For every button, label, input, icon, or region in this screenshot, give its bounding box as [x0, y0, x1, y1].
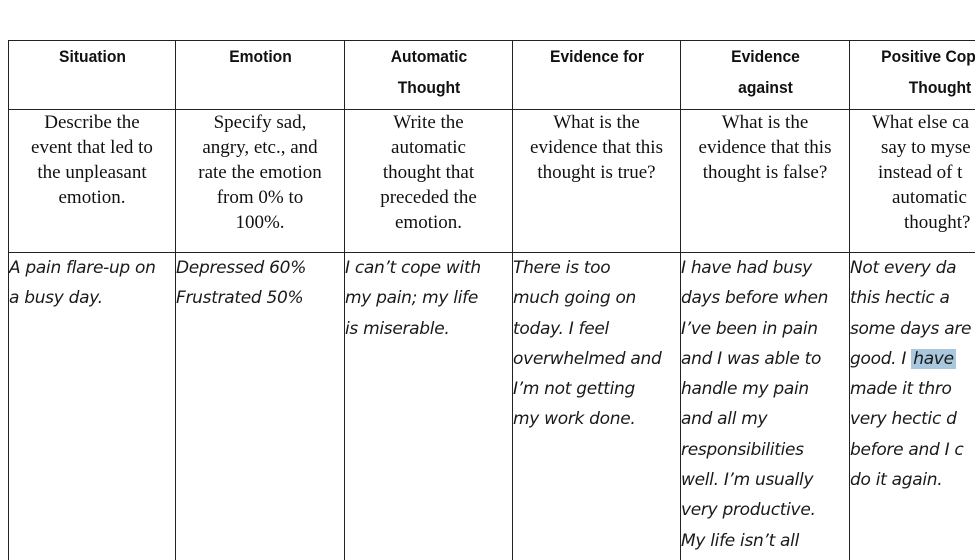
- description-situation: [9, 110, 176, 253]
- header-line: Evidence for: [549, 47, 644, 66]
- example-positive-coping: [850, 253, 975, 560]
- header-line: Thought: [397, 78, 460, 97]
- description-line: thought is true?: [537, 162, 656, 183]
- coping-text-before: Not every da this hectic a some days are good. I: [850, 258, 972, 369]
- highlighted-word: have: [913, 348, 954, 369]
- header-line: Thought: [908, 78, 971, 97]
- header-line: Positive Cop: [880, 47, 975, 66]
- description-line: 100%.: [235, 212, 285, 233]
- coping-text-after: made it thro very hectic d before and I c do it again.: [850, 379, 964, 491]
- header-line: against: [737, 78, 793, 97]
- header-line: Evidence: [730, 47, 800, 66]
- description-line: What is the: [721, 112, 809, 133]
- description-line: emotion.: [394, 212, 463, 233]
- description-evidence-for: [513, 110, 681, 253]
- example-situation: A pain flare-up on a busy day.: [9, 253, 176, 560]
- description-line: Write the: [393, 112, 464, 133]
- description-line: instead of t: [878, 162, 963, 183]
- header-line: Situation: [58, 47, 126, 66]
- description-line: evidence that this: [698, 137, 832, 158]
- description-line: evidence that this: [530, 137, 663, 158]
- description-line: Specify sad,: [213, 112, 307, 133]
- header-line: Automatic: [390, 47, 467, 66]
- description-line: thought that: [382, 162, 475, 183]
- description-line: preceded the: [380, 187, 477, 208]
- description-row: [9, 110, 975, 253]
- header-emotion: [182, 41, 337, 110]
- description-line: What else ca: [872, 112, 970, 133]
- description-automatic-thought: [345, 110, 513, 253]
- description-line: automatic: [892, 187, 967, 208]
- thought-record-table: [8, 40, 975, 560]
- example-automatic-thought: I can’t cope with my pain; my life is miserable.: [345, 253, 513, 560]
- example-row: [9, 253, 975, 560]
- header-situation: [15, 41, 169, 110]
- description-line: rate the emotion: [198, 162, 322, 183]
- description-line: from 0% to: [216, 187, 304, 208]
- description-emotion: [176, 110, 345, 253]
- description-positive-coping: [850, 110, 975, 253]
- header-positive-coping-thought: [856, 41, 975, 110]
- description-line: emotion.: [58, 187, 126, 208]
- description-line: thought is false?: [702, 162, 828, 183]
- description-line: Describe the: [44, 112, 140, 133]
- description-line: say to myse: [881, 137, 971, 158]
- description-line: event that led to: [31, 137, 153, 158]
- description-line: automatic: [391, 137, 466, 158]
- example-emotion: Depressed 60% Frustrated 50%: [176, 253, 345, 560]
- header-row: [9, 41, 975, 110]
- header-line: Emotion: [228, 47, 292, 66]
- description-line: What is the: [553, 112, 640, 133]
- header-evidence-against: [687, 41, 842, 110]
- description-line: angry, etc., and: [202, 137, 318, 158]
- description-evidence-against: [681, 110, 850, 253]
- header-evidence-for: [519, 41, 674, 110]
- header-automatic-thought: [351, 41, 506, 110]
- description-line: the unpleasant: [37, 162, 147, 183]
- example-evidence-for: There is too much going on today. I feel overwhelmed and I’m not getting my work done.: [513, 253, 681, 560]
- example-evidence-against: I have had busy days before when I’ve been in pain and I was able to handle my pain and all my responsibilities well. I’m usually very productive. My life isn’t all: [681, 253, 850, 560]
- description-line: thought?: [904, 212, 971, 233]
